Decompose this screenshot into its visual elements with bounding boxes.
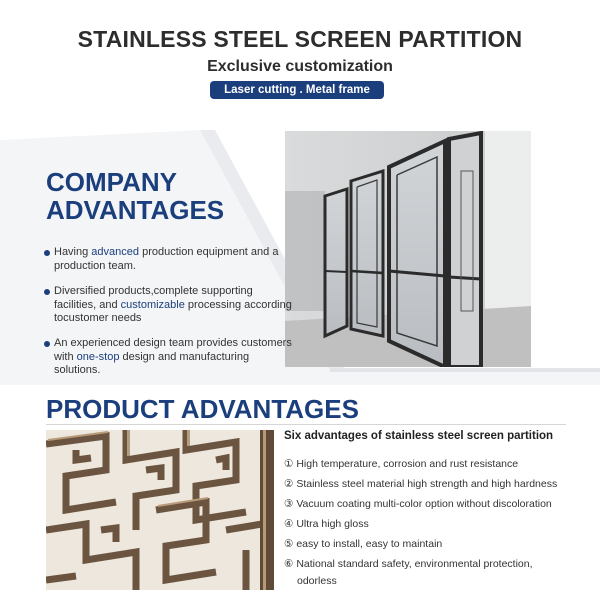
bullet-1-text: Having [54,246,92,258]
advantage-item-1: ① High temperature, corrosion and rust resistance [284,458,519,470]
advantage-item-6: ⑥ National standard safety, environmental protection, [284,558,533,570]
company-bullet-1 [44,246,294,273]
bullet-dot-icon [44,289,50,295]
advantage-item-4: ④ Ultra high gloss [284,518,369,530]
advantage-item-3: ③ Vacuum coating multi-color option without discoloration [284,498,552,510]
company-bullet-2 [44,285,294,326]
partition-photo-drawing [285,131,531,367]
company-bullet-3 [44,337,294,378]
bullet-1-highlight: advanced [91,246,140,258]
bullet-3-highlight: one-stop [76,350,120,363]
lattice-drawing [46,430,274,590]
bullet-3-text: An experienced design team provides customers with [54,337,292,363]
bullet-1-text-end: production equipment and a production team. [54,246,279,272]
advantage-item-6-continued: odorless [297,575,337,587]
company-title-line2: ADVANTAGES [46,195,225,225]
advantage-item-5: ⑤ easy to install, easy to maintain [284,538,443,550]
partition-photo [285,131,531,367]
bullet-2-highlight: customizable [120,298,185,311]
advantage-item-2: ② Stainless steel material high strength and high hardness [284,478,558,490]
lattice-screen-photo [46,430,274,590]
page-subtitle: Exclusive customization [207,58,393,75]
company-advantages-title [46,168,266,224]
bullet-dot-icon [44,341,50,347]
company-title-line1: COMPANY [46,167,177,197]
feature-pill: Laser cutting . Metal frame [210,81,384,99]
bullet-2-text: Diversified products,complete supporting facilities, and [54,285,253,311]
page-title: STAINLESS STEEL SCREEN PARTITION [77,26,523,52]
bullet-3-text-end: design and manufacturing solutions. [54,350,250,376]
section-divider [46,424,566,425]
bullet-2-text-end: processing according tocustomer needs [54,298,292,324]
product-advantages-title: PRODUCT ADVANTAGES [46,394,359,424]
six-advantages-title: Six advantages of stainless steel screen partition [284,430,554,442]
bullet-dot-icon [44,250,50,256]
